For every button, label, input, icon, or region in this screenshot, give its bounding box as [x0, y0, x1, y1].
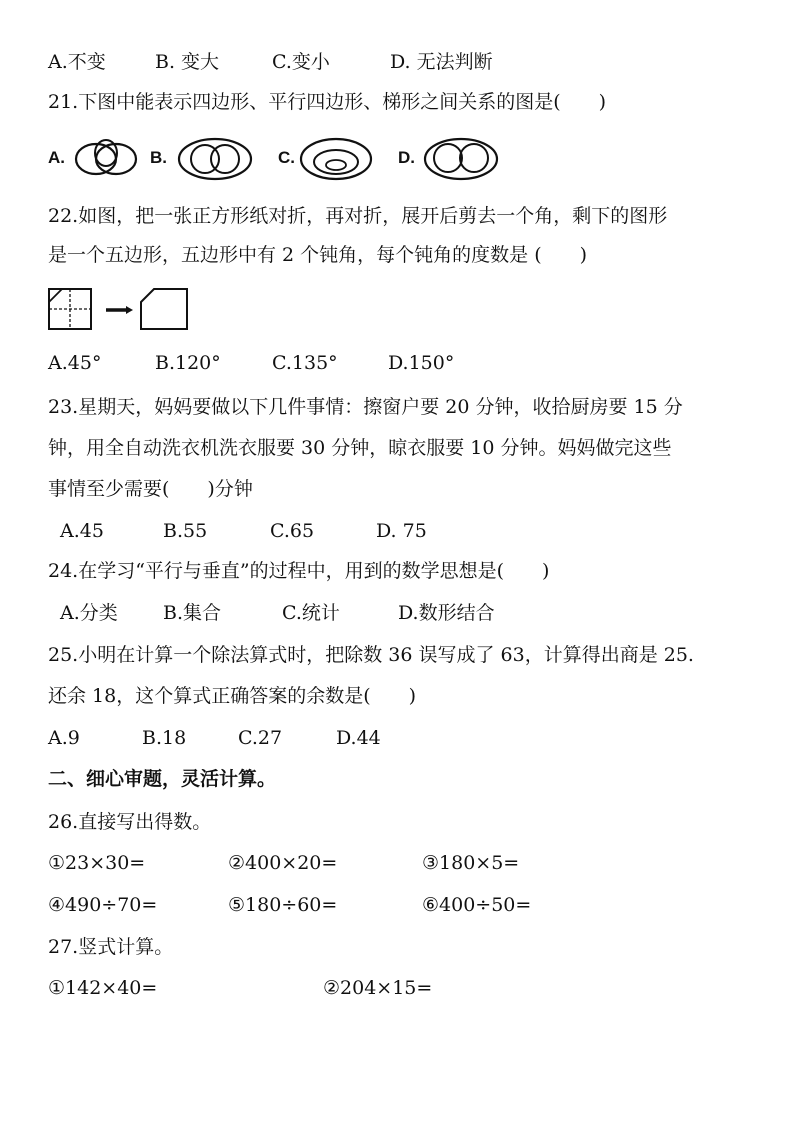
q24-option-d: D.数形结合 [398, 602, 495, 624]
q24-option-c: C.统计 [282, 602, 340, 624]
q23-question-line1: 23.星期天，妈妈要做以下几件事情：擦窗户要 20 分钟，收拾厨房要 15 分 [48, 396, 683, 418]
q21-diagram-a [68, 137, 144, 181]
q25-option-c: C.27 [238, 727, 283, 749]
q21-label-d: D. [398, 148, 415, 167]
q25-option-b: B.18 [142, 727, 187, 749]
q25-question-line2: 还余 18，这个算式正确答案的余数是( ) [48, 685, 417, 707]
q23-option-a: A.45 [60, 520, 104, 542]
q22-question-line1: 22.如图，把一张正方形纸对折，再对折，展开后剪去一个角，剩下的图形 [48, 205, 668, 227]
q27-item-2: ②204×15= [323, 977, 433, 999]
q22-option-b: B.120° [155, 352, 221, 374]
q26-question: 26.直接写出得数。 [48, 811, 212, 833]
q23-option-c: C.65 [270, 520, 315, 542]
q26-item-2: ②400×20= [228, 852, 338, 874]
q23-question-line3: 事情至少需要( )分钟 [48, 478, 253, 500]
q23-question-line2: 钟，用全自动洗衣机洗衣服要 30 分钟，晾衣服要 10 分钟。妈妈做完这些 [48, 437, 672, 459]
q25-question-line1: 25.小明在计算一个除法算式时，把除数 36 误写成了 63，计算得出商是 25. [48, 644, 694, 666]
q22-question-line2: 是一个五边形，五边形中有 2 个钝角，每个钝角的度数是 ( ) [48, 244, 588, 266]
q26-item-5: ⑤180÷60= [228, 894, 338, 916]
q25-option-d: D.44 [336, 727, 381, 749]
q22-folded-square-figure [48, 288, 94, 332]
q22-pentagon-figure [140, 288, 190, 332]
q26-item-6: ⑥400÷50= [422, 894, 532, 916]
q24-option-a: A.分类 [60, 602, 118, 624]
q22-option-d: D.150° [388, 352, 455, 374]
q26-item-1: ①23×30= [48, 852, 146, 874]
q23-option-d: D. 75 [376, 520, 427, 542]
q21-label-b: B. [150, 148, 167, 167]
q20-option-d: D. 无法判断 [390, 51, 493, 73]
arrow-icon [104, 305, 134, 315]
q20-option-c: C.变小 [272, 51, 330, 73]
q27-item-1: ①142×40= [48, 977, 158, 999]
q24-question: 24.在学习“平行与垂直”的过程中，用到的数学思想是( ) [48, 560, 550, 582]
q25-option-a: A.9 [48, 727, 80, 749]
section-heading: 二、细心审题，灵活计算。 [48, 768, 277, 790]
q21-diagram-c [298, 136, 374, 182]
q21-label-a: A. [48, 148, 65, 167]
q26-item-4: ④490÷70= [48, 894, 158, 916]
q20-option-b: B. 变大 [155, 51, 220, 73]
q22-option-c: C.135° [272, 352, 338, 374]
q21-diagram-d [422, 136, 500, 182]
q27-question: 27.竖式计算。 [48, 936, 174, 958]
q21-question: 21.下图中能表示四边形、平行四边形、梯形之间关系的图是( ) [48, 91, 607, 113]
q24-option-b: B.集合 [163, 602, 222, 624]
q26-item-3: ③180×5= [422, 852, 520, 874]
q22-option-a: A.45° [48, 352, 102, 374]
q20-option-a: A.不变 [48, 51, 106, 73]
q21-label-c: C. [278, 148, 295, 167]
q21-diagram-b [176, 136, 254, 182]
q23-option-b: B.55 [163, 520, 208, 542]
